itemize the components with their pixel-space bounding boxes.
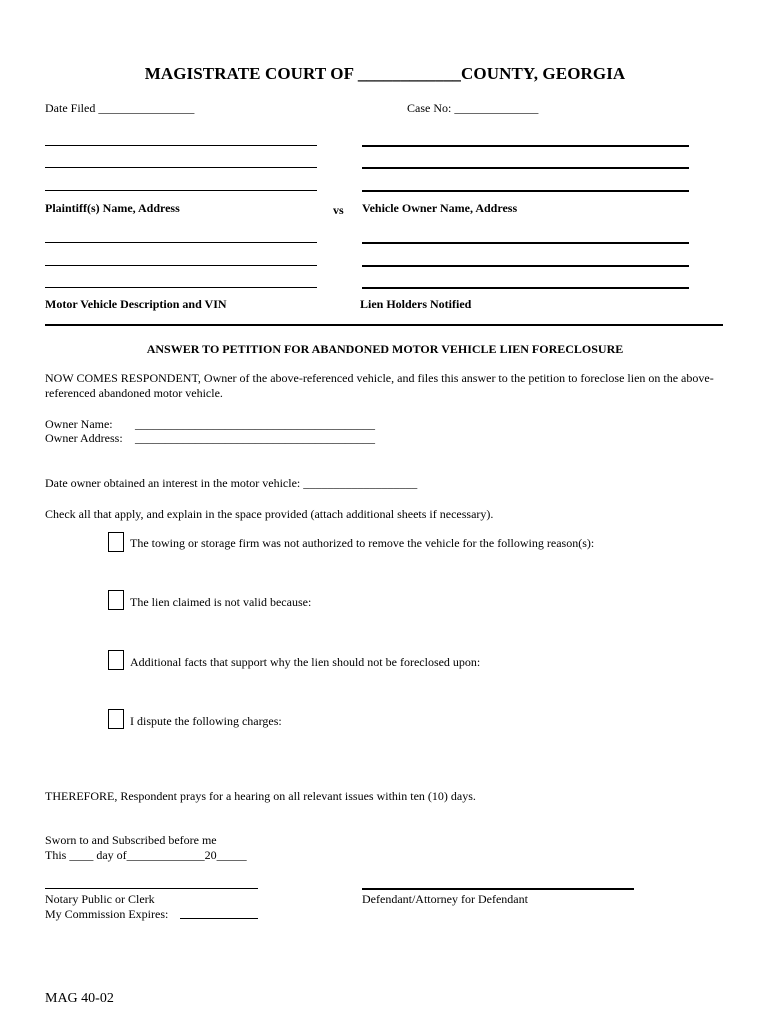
notary-signature-line[interactable] — [45, 888, 258, 889]
option-dispute-charges-label: I dispute the following charges: — [130, 714, 282, 728]
lien-line-2[interactable] — [362, 265, 689, 267]
plaintiff-line-1[interactable] — [45, 145, 317, 146]
option-additional-facts-label: Additional facts that support why the lien should not be foreclosed upon: — [130, 655, 481, 669]
form-id: MAG 40-02 — [45, 991, 114, 1006]
owner-address-field[interactable]: ________________________________________ — [135, 431, 375, 445]
option-not-authorized-label: The towing or storage firm was not authorized to remove the vehicle for the following reason(s): — [130, 536, 595, 550]
this-day-field[interactable]: This ____ day of_____________20_____ — [45, 848, 247, 862]
vehicle-line-3[interactable] — [45, 287, 317, 288]
check-instructions: Check all that apply, and explain in the space provided (attach additional sheets if necessary). — [45, 507, 494, 521]
owner-name-field[interactable]: ________________________________________ — [135, 417, 375, 431]
versus-label: vs — [333, 203, 344, 217]
therefore-clause: THEREFORE, Respondent prays for a hearing on all relevant issues within ten (10) days. — [45, 789, 476, 803]
plaintiff-line-2[interactable] — [45, 167, 317, 168]
checkbox-additional-facts[interactable] — [108, 650, 124, 670]
commission-expires-line[interactable] — [180, 918, 258, 919]
intro-paragraph: NOW COMES RESPONDENT, Owner of the above-referenced vehicle, and files this answer to the petition to foreclose lien on the above-referenced abandoned motor vehicle. — [45, 371, 714, 400]
lien-line-3[interactable] — [362, 287, 689, 289]
lien-line-1[interactable] — [362, 242, 689, 244]
commission-label: My Commission Expires: — [45, 907, 169, 921]
owner-name-label: Owner Name: — [45, 417, 113, 431]
date-interest-field[interactable]: Date owner obtained an interest in the motor vehicle: ___________________ — [45, 476, 418, 490]
notary-label: Notary Public or Clerk — [45, 892, 155, 906]
owner-line-1[interactable] — [362, 145, 689, 147]
plaintiff-line-3[interactable] — [45, 190, 317, 191]
vehicle-owner-label: Vehicle Owner Name, Address — [362, 201, 518, 215]
owner-line-3[interactable] — [362, 190, 689, 192]
vehicle-line-1[interactable] — [45, 242, 317, 243]
case-number-field[interactable]: Case No: ______________ — [407, 101, 539, 115]
date-filed-field[interactable]: Date Filed ________________ — [45, 101, 195, 115]
vehicle-description-label: Motor Vehicle Description and VIN — [45, 297, 227, 311]
owner-address-label: Owner Address: — [45, 431, 123, 445]
owner-line-2[interactable] — [362, 167, 689, 169]
checkbox-dispute-charges[interactable] — [108, 709, 124, 729]
defendant-signature-line[interactable] — [362, 888, 634, 890]
form-title: MAGISTRATE COURT OF ____________COUNTY, GEORGIA — [144, 64, 626, 83]
checkbox-not-authorized[interactable] — [108, 532, 124, 552]
sworn-text: Sworn to and Subscribed before me — [45, 833, 217, 847]
plaintiff-label: Plaintiff(s) Name, Address — [45, 201, 180, 215]
section-divider — [45, 324, 723, 326]
checkbox-lien-invalid[interactable] — [108, 590, 124, 610]
vehicle-line-2[interactable] — [45, 265, 317, 266]
option-lien-invalid-label: The lien claimed is not valid because: — [130, 595, 312, 609]
defendant-label: Defendant/Attorney for Defendant — [362, 892, 528, 906]
lien-holders-label: Lien Holders Notified — [360, 297, 472, 311]
answer-heading: ANSWER TO PETITION FOR ABANDONED MOTOR VEHICLE LIEN FORECLOSURE — [146, 342, 624, 356]
